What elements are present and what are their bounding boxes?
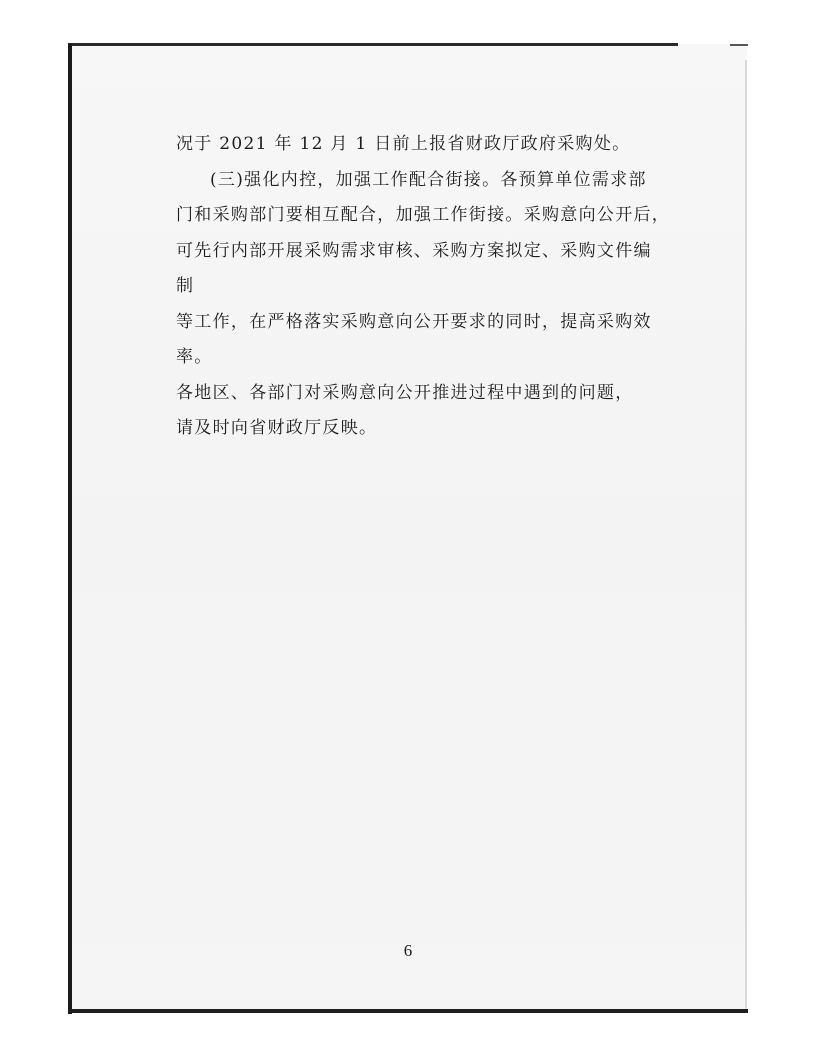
text-line: 各地区、各部门对采购意向公开推进过程中遇到的问题， bbox=[176, 382, 634, 403]
text-line: 制 bbox=[176, 276, 195, 296]
text-line: (三)强化内控，加强工作配合街接。各预算单位需求部 bbox=[210, 169, 647, 190]
paper-edge-bottom bbox=[68, 1009, 748, 1013]
text-line: 等工作，在严格落实采购意向公开要求的同时，提高采购效 bbox=[176, 311, 652, 332]
document-body bbox=[176, 131, 676, 451]
paper-edge-top-right bbox=[730, 44, 748, 46]
text-line: 率。 bbox=[176, 347, 213, 367]
page-number: 6 bbox=[403, 941, 413, 960]
paper-edge-right bbox=[745, 60, 747, 1010]
text-line: 请及时向省财政厅反映。 bbox=[176, 418, 378, 438]
text-line: 况于 2021 年 12 月 1 日前上报省财政厅政府采购处。 bbox=[176, 134, 631, 154]
paper-edge-top bbox=[68, 43, 678, 46]
paper-edge-left bbox=[68, 44, 72, 1014]
text-line: 可先行内部开展采购需求审核、采购方案拟定、采购文件编 bbox=[176, 240, 652, 261]
text-line: 门和采购部门要相互配合，加强工作街接。采购意向公开后， bbox=[176, 205, 671, 225]
